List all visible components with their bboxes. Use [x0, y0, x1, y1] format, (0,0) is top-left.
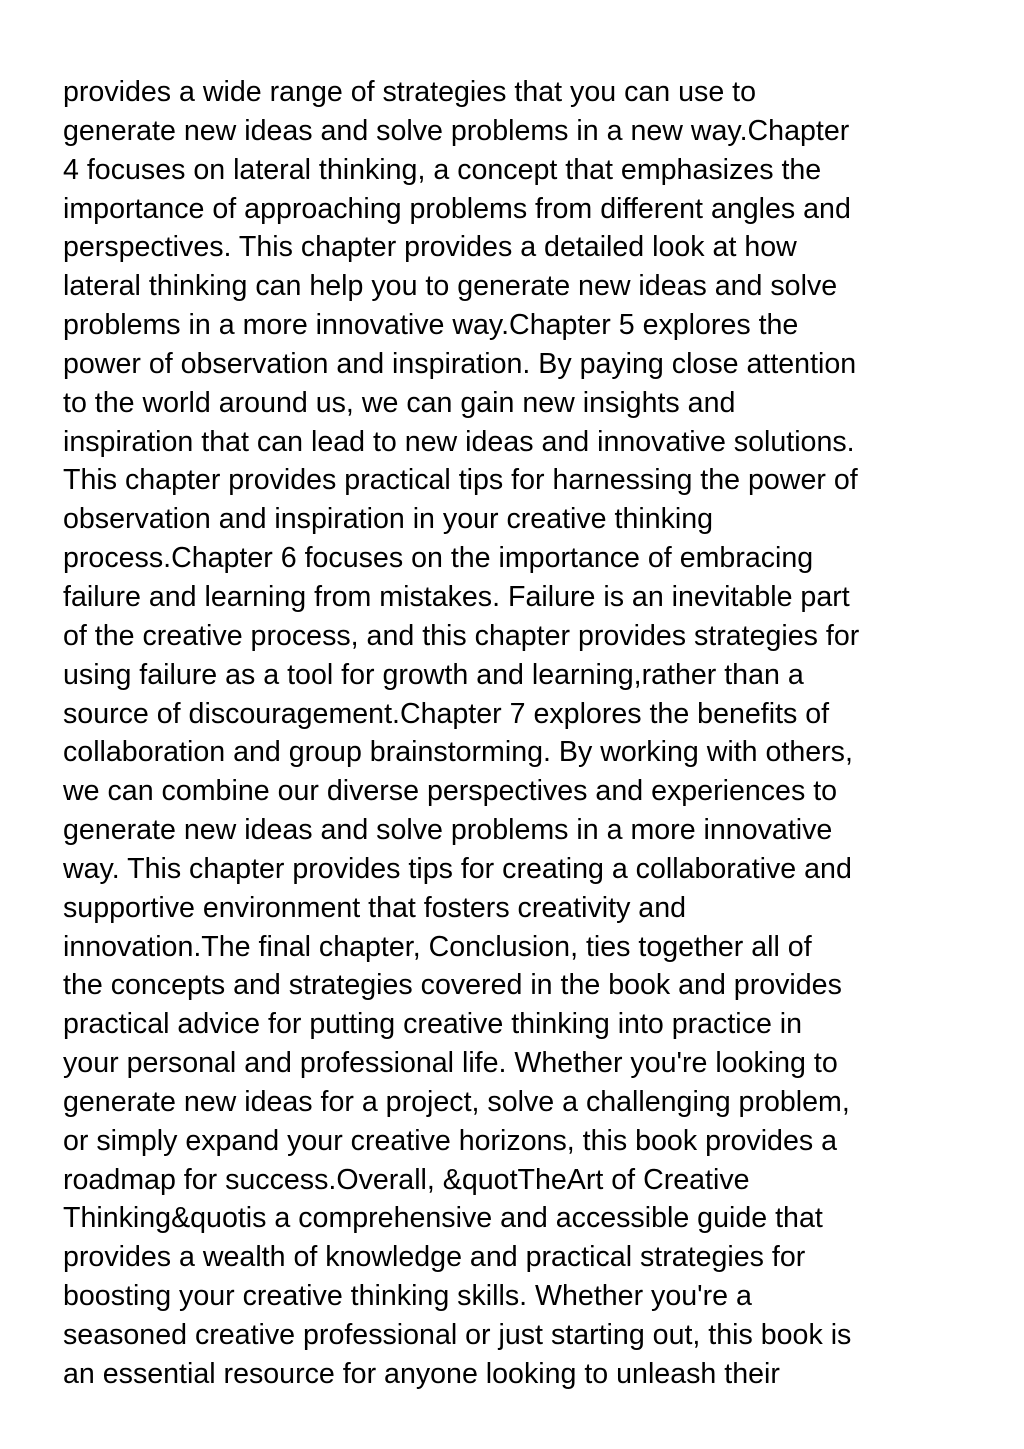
- text-line: observation and inspiration in your creative thinking: [63, 503, 714, 536]
- text-line: supportive environment that fosters creativity and: [63, 891, 687, 924]
- text-line: the concepts and strategies covered in the book and provides: [63, 969, 842, 1002]
- text-line: your personal and professional life. Whether you're looking to: [63, 1047, 838, 1080]
- text-line: collaboration and group brainstorming. By working with others,: [63, 736, 853, 769]
- text-line: or simply expand your creative horizons, this book provides a: [63, 1124, 837, 1157]
- text-line: lateral thinking can help you to generate new ideas and solve: [63, 270, 838, 303]
- text-line: importance of approaching problems from different angles and: [63, 192, 851, 225]
- text-line: failure and learning from mistakes. Failure is an inevitable part: [63, 580, 850, 613]
- text-line: generate new ideas and solve problems in a more innovative: [63, 814, 833, 847]
- text-line: 4 focuses on lateral thinking, a concept that emphasizes the: [63, 153, 822, 186]
- text-line: provides a wealth of knowledge and practical strategies for: [63, 1241, 806, 1274]
- text-line: way. This chapter provides tips for creating a collaborative and: [63, 852, 852, 885]
- text-line: source of discouragement.Chapter 7 explores the benefits of: [63, 697, 830, 730]
- text-line: perspectives. This chapter provides a detailed look at how: [63, 231, 797, 264]
- text-line: innovation.The final chapter, Conclusion, ties together all of: [63, 930, 812, 963]
- text-line: process.Chapter 6 focuses on the importance of embracing: [63, 542, 814, 575]
- text-line: of the creative process, and this chapter provides strategies for: [63, 619, 860, 652]
- text-line: roadmap for success.Overall, &quotTheArt of Creative: [63, 1163, 750, 1196]
- body-text: [63, 73, 983, 1394]
- text-line: seasoned creative professional or just starting out, this book is: [63, 1319, 852, 1351]
- text-line: we can combine our diverse perspectives and experiences to: [63, 775, 838, 808]
- text-line: using failure as a tool for growth and learning,rather than a: [63, 658, 804, 691]
- text-line: generate new ideas and solve problems in a new way.Chapter: [63, 114, 850, 147]
- text-line: generate new ideas for a project, solve a challenging problem,: [63, 1085, 850, 1118]
- text-line: Thinking&quotis a comprehensive and accessible guide that: [63, 1202, 823, 1235]
- text-line: power of observation and inspiration. By paying close attention: [63, 347, 857, 380]
- text-line: practical advice for putting creative thinking into practice in: [63, 1008, 803, 1041]
- text-line: This chapter provides practical tips for harnessing the power of: [63, 464, 858, 497]
- text-line: an essential resource for anyone looking to unleash their: [63, 1357, 780, 1390]
- text-line: provides a wide range of strategies that you can use to: [63, 76, 757, 108]
- text-line: boosting your creative thinking skills. Whether you're a: [63, 1280, 752, 1313]
- text-line: problems in a more innovative way.Chapter 5 explores the: [63, 309, 799, 342]
- text-line: inspiration that can lead to new ideas and innovative solutions.: [63, 425, 855, 458]
- text-line: to the world around us, we can gain new insights and: [63, 386, 736, 419]
